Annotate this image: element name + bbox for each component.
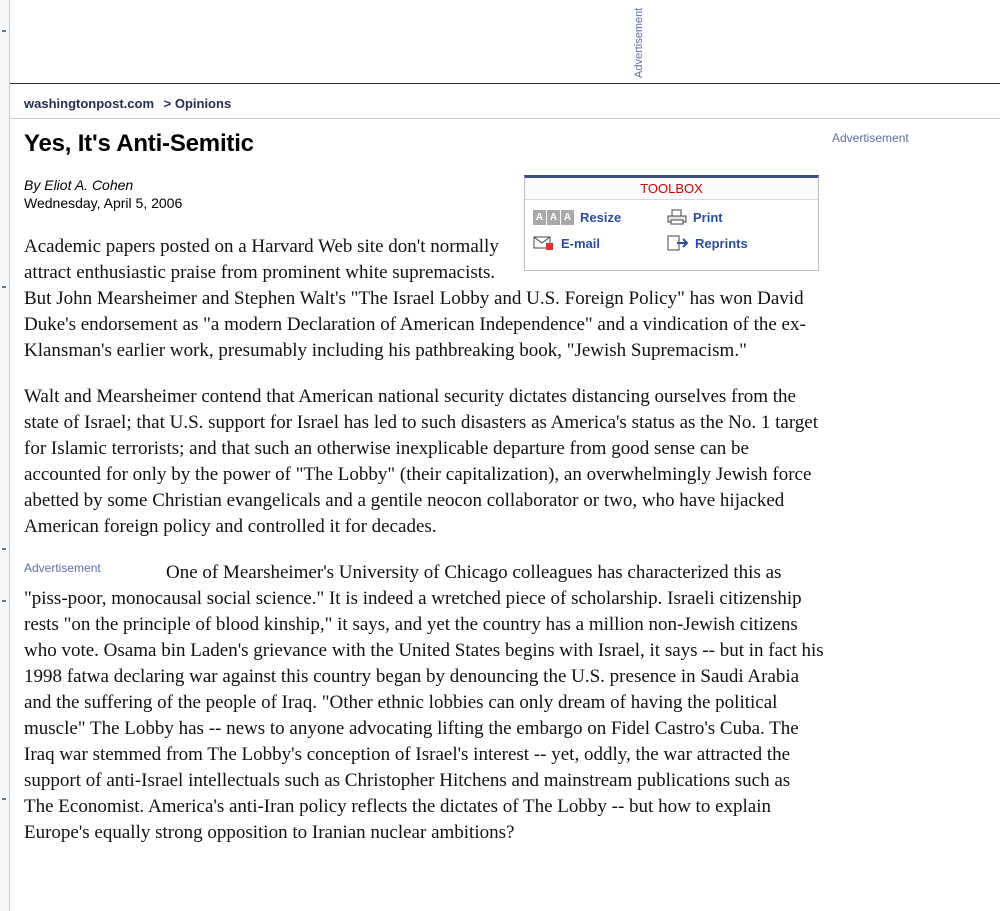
author: By Eliot A. Cohen — [24, 177, 134, 193]
breadcrumb-divider — [10, 118, 1000, 119]
breadcrumb — [24, 96, 231, 111]
article-paragraph-with-ad — [24, 560, 824, 846]
top-advertisement-label: Advertisement — [633, 7, 645, 78]
article-body — [24, 234, 824, 866]
resize-icon: A A A — [533, 210, 574, 225]
breadcrumb-site-link[interactable]: washingtonpost.com — [24, 96, 154, 111]
article-title: Yes, It's Anti-Semitic — [24, 130, 254, 157]
email-label: E-mail — [561, 235, 601, 251]
toolbox-spacer — [506, 234, 824, 282]
breadcrumb-separator: > — [163, 96, 172, 111]
printer-icon — [667, 209, 687, 225]
resize-tool[interactable] — [533, 210, 621, 225]
print-label: Print — [693, 209, 723, 225]
print-tool[interactable] — [667, 209, 723, 225]
breadcrumb-section-link[interactable]: Opinions — [174, 96, 232, 111]
reprints-label: Reprints — [695, 235, 748, 251]
article-paragraph-text: One of Mearsheimer's University of Chicago colleagues has characterized this as "piss-poor, monocausal social science." It is indeed a wretched piece of scholarship. Israeli citizenship rests "on the principle of blood kinship," it says, and yet the country has a million non-Jewish citizens who vote. Osama bin Laden's grievance with the United States begins with Israel, it says -- but in fact his 1998 fatwa declaring war against this country began by denouncing the U.S. presence in Saudi Arabia and the suffering of the people of Iraq. "Other ethnic lobbies can only dream of having the political muscle" The Lobby has -- news to anyone advocating lifting the embargo on Fidel Castro's Cuba. The Iraq war stemmed from The Lobby's conception of Israel's interest -- yet, oddly, the war attracted the support of anti-Israel intellectuals such as Christopher Hitchens and mainstream publications such as The Economist. America's anti-Iran policy reflects the dictates of The Lobby -- but how to explain Europe's equally strong opposition to Iranian nuclear ambitions? — [24, 562, 824, 843]
publish-date: Wednesday, April 5, 2006 — [24, 195, 183, 211]
toolbox-title: TOOLBOX — [525, 178, 818, 200]
inline-advertisement-label: Advertisement — [24, 561, 101, 575]
byline — [24, 176, 182, 212]
article-paragraph: Walt and Mearsheimer contend that American national security dictates distancing ourselves from the state of Israel; that U.S. support for Israel has led to such disasters as America's status as the No. 1 target for Islamic terrorists; and that such an otherwise inexplicable departure from good sense can be accounted for only by the power of "The Lobby" (their capitalization), an overwhelmingly Jewish force abetted by some Christian evangelicals and a gentile neocon collaborator or two, who have hijacked American foreign policy and controlled it for decades. — [24, 386, 819, 537]
right-advertisement-label: Advertisement — [832, 131, 909, 145]
left-window-edge — [0, 0, 10, 911]
resize-label: Resize — [580, 210, 622, 225]
article-paragraph: Academic papers posted on a Harvard Web site don't normally attract enthusiastic praise from prominent white supremacists. But John Mearsheimer and Stephen Walt's "The Israel Lobby and U.S. Foreign Policy" has won David Duke's endorsement as "a modern Declaration of American Independence" and a vindication of the ex-Klansman's earlier work, presumably including his pathbreaking book, "Jewish Supremacism." — [24, 236, 806, 361]
header-divider — [10, 83, 1000, 84]
